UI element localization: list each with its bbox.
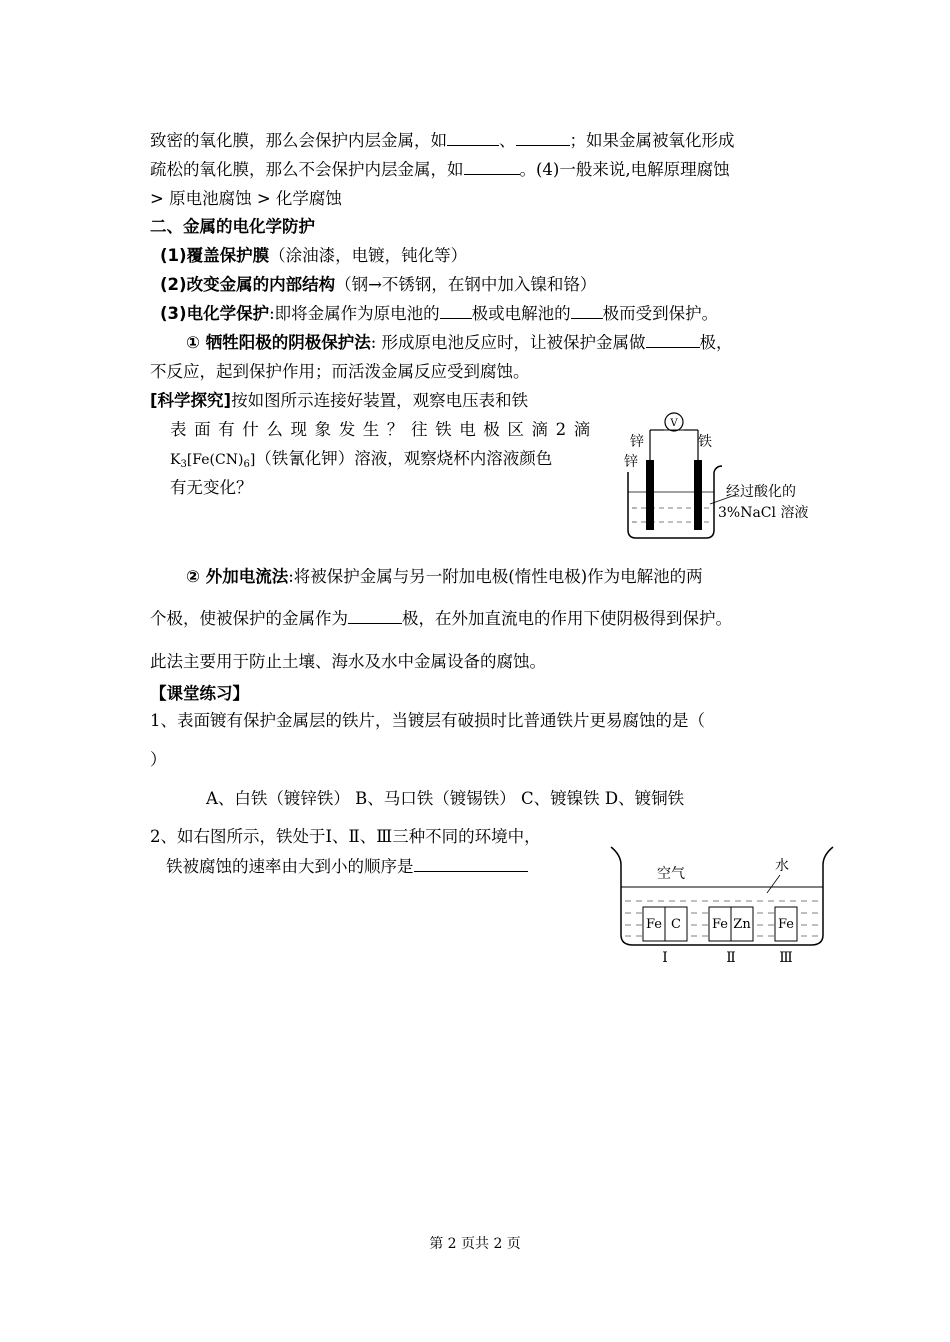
text: : 形成原电池反应时，让被保护金属做 <box>370 333 646 352</box>
inquiry-line3 <box>170 448 552 476</box>
text: 极而受到保护。 <box>602 304 719 323</box>
inquiry-tag: [科学探究] <box>150 391 232 410</box>
zinc-electrode <box>646 460 654 530</box>
method2-line3: 此法主要用于防止土壤、海水及水中金属设备的腐蚀。 <box>150 652 546 671</box>
answer-blank <box>414 857 528 872</box>
electrode-label: 铁 <box>698 434 712 450</box>
solution-label: 3%NaCl 溶液 <box>718 505 809 521</box>
formula: ] <box>249 452 256 468</box>
item1 <box>160 245 467 267</box>
question1-options: A、白铁（镀锌铁） B、马口铁（镀锡铁） C、镀镍铁 D、镀铜铁 <box>206 789 685 808</box>
item3 <box>160 303 718 325</box>
method2-line2 <box>150 608 732 630</box>
text: 按如图所示连接好装置，观察电压表和铁 <box>231 391 529 410</box>
exercise-heading: 【课堂练习】 <box>150 684 249 703</box>
air-label: 空气 <box>657 866 685 882</box>
environment-label: Ⅰ <box>662 950 668 966</box>
plate-label: Zn <box>733 917 751 932</box>
text: 极，在外加直流电的作用下使阴极得到保护。 <box>402 609 732 628</box>
text: 个极，使被保护的金属作为 <box>150 609 348 628</box>
text: 疏松的氧化膜，那么不会保护内层金属，如 <box>150 160 464 179</box>
question2-line2 <box>166 856 528 878</box>
inquiry-line4: 有无变化？ <box>170 478 253 497</box>
method1-title: ① 牺牲阳极的阴极保护法 <box>186 333 371 352</box>
inquiry-line1 <box>150 390 528 412</box>
text: 、 <box>499 131 516 150</box>
section-heading: 二、金属的电化学防护 <box>150 217 315 236</box>
text: :即将金属作为原电池的 <box>269 304 440 323</box>
item2-title: (2)改变金属的内部结构 <box>160 275 336 294</box>
answer-blank <box>447 131 499 146</box>
item2-text: （钢→不锈钢，在钢中加入镍和铬） <box>335 275 597 294</box>
item1-text: （涂油漆，电镀，钝化等） <box>269 246 468 265</box>
voltmeter-symbol: V <box>670 418 678 429</box>
para1-line1 <box>150 130 735 152</box>
formula: [Fe(CN) <box>186 452 244 468</box>
text: 。(4)一般来说,电解原理腐蚀 <box>519 160 730 179</box>
plate-label: Fe <box>645 917 663 932</box>
environment-label: Ⅱ <box>726 950 736 966</box>
question1-line1: 1、表面镀有保护金属层的铁片，当镀层有破损时比普通铁片更易腐蚀的是（ <box>150 711 705 730</box>
answer-blank <box>646 333 700 348</box>
answer-blank <box>516 131 570 146</box>
text: ；如果金属被氧化形成 <box>569 131 735 150</box>
environment-label: Ⅲ <box>779 950 793 966</box>
corrosion-environments-figure <box>605 845 840 970</box>
para1-line2 <box>150 159 730 181</box>
text: 铁被腐蚀的速率由大到小的顺序是 <box>166 857 414 876</box>
item1-title: (1)覆盖保护膜 <box>160 246 270 265</box>
plate-label: C <box>671 917 681 932</box>
answer-blank <box>440 304 472 319</box>
text: 极或电解池的 <box>471 304 571 323</box>
water-label: 水 <box>775 858 789 874</box>
text: （铁氰化钾）溶液，观察烧杯内溶液颜色 <box>255 449 553 468</box>
plate-label: Fe <box>777 917 795 932</box>
subscript: 6 <box>243 459 250 470</box>
question2-line1: 2、如右图所示，铁处于Ⅰ、Ⅱ、Ⅲ三种不同的环境中， <box>150 827 541 846</box>
galvanic-cell-figure <box>610 400 830 550</box>
solution-label: 经过酸化的 <box>726 484 796 500</box>
method2-title: ② 外加电流法 <box>186 567 289 586</box>
method2-line1 <box>186 566 703 588</box>
answer-blank <box>464 160 520 175</box>
item3-title: (3)电化学保护 <box>160 304 270 323</box>
subscript: 3 <box>180 459 187 470</box>
text: 致密的氧化膜，那么会保护内层金属，如 <box>150 131 447 150</box>
formula: K <box>170 452 181 468</box>
answer-blank <box>571 304 603 319</box>
text: 极， <box>699 333 733 352</box>
method1-line2: 不反应，起到保护作用；而活泼金属反应受到腐蚀。 <box>150 362 530 381</box>
page-footer: 第 2 页共 2 页 <box>429 1236 521 1252</box>
electrode-label: 锌 <box>624 454 638 470</box>
inquiry-line2: 表面有什么现象发生？往铁电极区滴2滴 <box>170 420 598 439</box>
plate-label: Fe <box>711 917 729 932</box>
electrode-label: 锌 <box>630 434 644 450</box>
method1-line1 <box>186 332 733 354</box>
question1-line2: ） <box>150 750 167 769</box>
iron-electrode <box>694 460 702 530</box>
text: :将被保护金属与另一附加电极(惰性电极)作为电解池的两 <box>288 567 703 586</box>
item2 <box>160 274 596 296</box>
para1-line3: > 原电池腐蚀 > 化学腐蚀 <box>150 189 342 208</box>
beaker-spout <box>714 466 722 472</box>
answer-blank <box>348 609 402 624</box>
leader-line <box>767 875 780 893</box>
